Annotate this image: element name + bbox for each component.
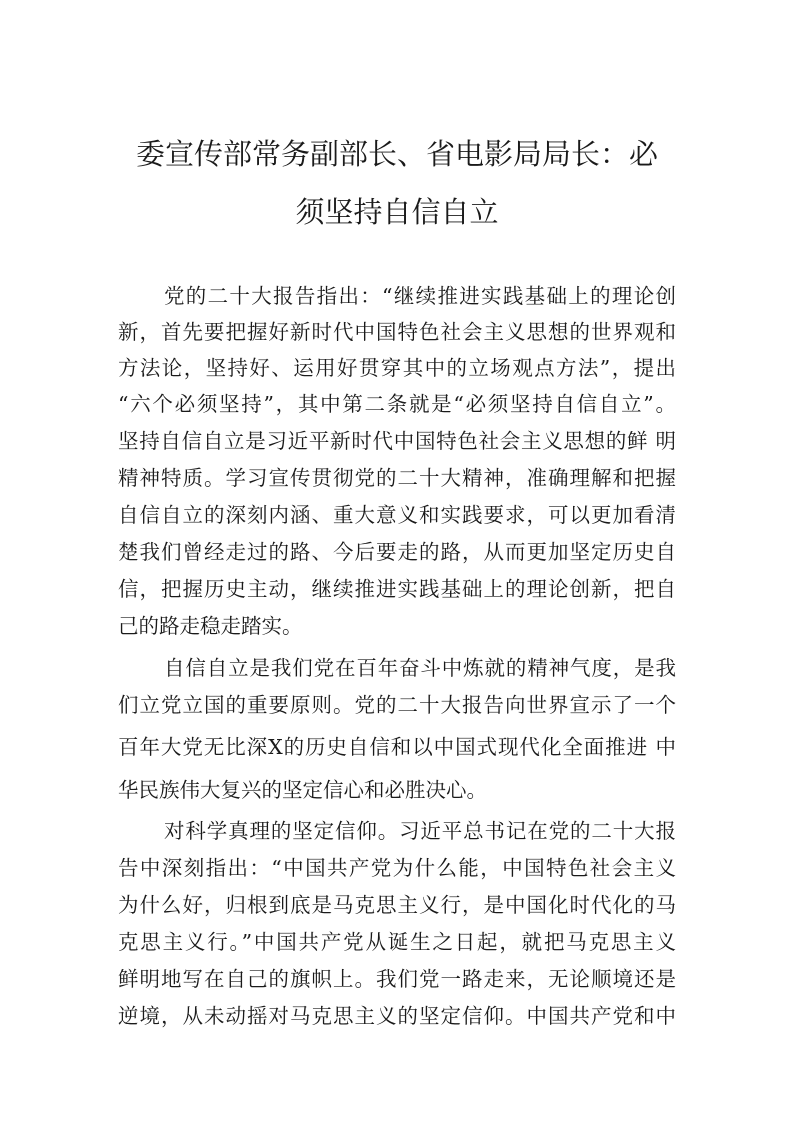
paragraph-line: 逆境，从未动摇对马克思主义的坚定信仰。中国共产党和中 — [118, 1004, 676, 1028]
paragraph-line: 己的路走稳走踏实。 — [118, 614, 303, 638]
page-title-line-1: 委宣传部常务副部长、省电影局局长：必 — [135, 137, 658, 171]
paragraph-line: 坚持自信自立是习近平新时代中国特色社会主义思想的鲜 明 — [118, 429, 676, 453]
paragraph-line: 精神特质。学习宣传贯彻党的二十大精神，准确理解和把握 — [118, 466, 676, 490]
paragraph-line: 信，把握历史主动，继续推进实践基础上的理论创新，把自 — [118, 577, 676, 601]
paragraph-line: 们立党立国的重要原则。党的二十大报告向世界宣示了一个 — [118, 693, 676, 717]
paragraph-line: 为什么好，归根到底是马克思主义行，是中国化时代化的马 — [118, 893, 676, 917]
page-title-line-2: 须坚持自信自立 — [295, 195, 499, 229]
paragraph-line: 克思主义行。”中国共产党从诞生之日起，就把马克思主义 — [118, 930, 676, 954]
paragraph-line: 自信自立的深刻内涵、重大意义和实践要求，可以更加看清 — [118, 503, 676, 527]
paragraph-line: 党的二十大报告指出：“继续推进实践基础上的理论创 — [164, 284, 676, 308]
paragraph-line: 楚我们曾经走过的路、今后要走的路，从而更加坚定历史自 — [118, 540, 676, 564]
paragraph-line: 百年大党无比深X的历史自信和以中国式现代化全面推进 中 — [118, 735, 676, 759]
paragraph-line: 告中深刻指出：“中国共产党为什么能，中国特色社会主义 — [118, 856, 676, 880]
paragraph-line: 新，首先要把握好新时代中国特色社会主义思想的世界观和 — [118, 320, 676, 344]
paragraph-line: “六个必须坚持”，其中第二条就是“必须坚持自信自立”。 — [118, 392, 676, 416]
paragraph-line: 华民族伟大复兴的坚定信心和必胜决心。 — [118, 778, 487, 802]
paragraph-line: 自信自立是我们党在百年奋斗中炼就的精神气度，是我 — [164, 656, 676, 680]
paragraph-line: 对科学真理的坚定信仰。习近平总书记在党的二十大报 — [164, 819, 676, 843]
paragraph-line: 鲜明地写在自己的旗帜上。我们党一路走来，无论顺境还是 — [118, 967, 676, 991]
paragraph-line: 方法论，坚持好、运用好贯穿其中的立场观点方法”，提出 — [118, 356, 676, 380]
